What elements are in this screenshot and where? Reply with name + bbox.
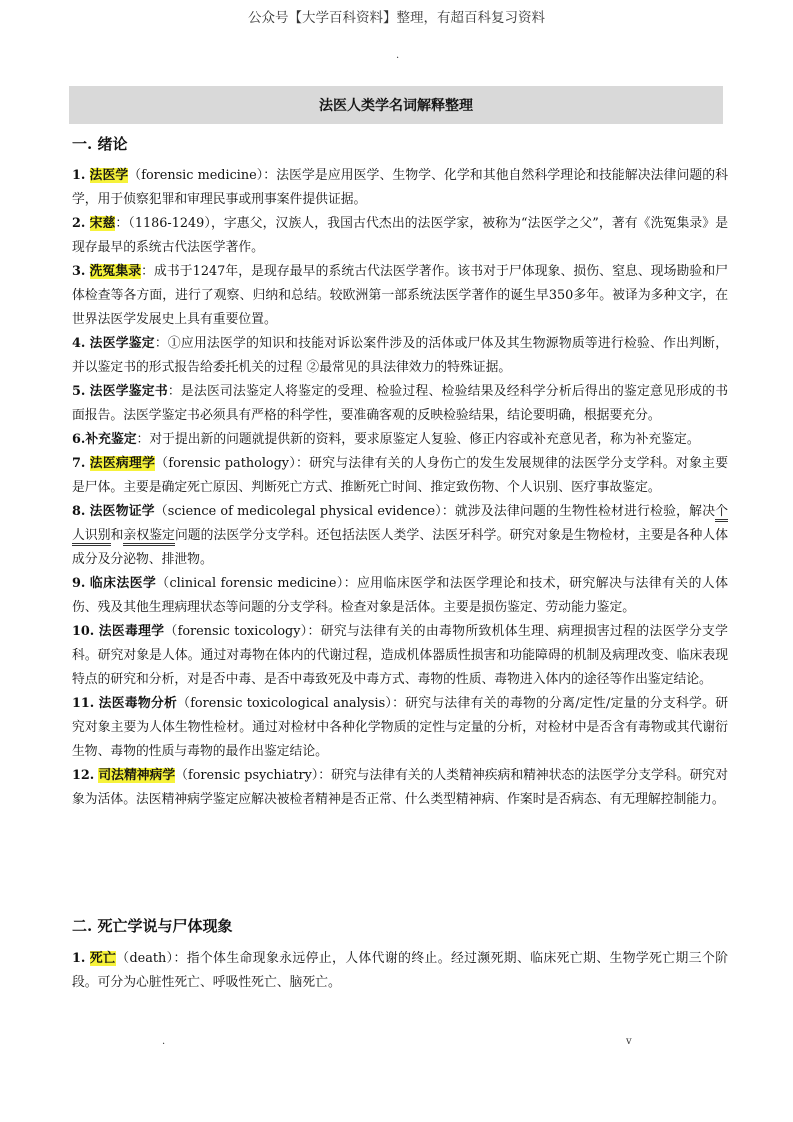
entry-term: 洗冤集录 bbox=[89, 264, 142, 279]
entry-number: 2. bbox=[72, 216, 86, 231]
entry-term: 法医物证学 bbox=[89, 504, 155, 519]
entry-number: 7. bbox=[72, 456, 86, 471]
entry-number: 4. bbox=[72, 336, 86, 351]
term-entry bbox=[72, 452, 728, 500]
entry-number: 10. bbox=[72, 624, 95, 639]
term-entry bbox=[72, 692, 728, 764]
term-entry bbox=[72, 164, 728, 212]
entry-text: （death）：指个体生命现象永远停止，人体代谢的终止。经过濒死期、临床死亡期、生物学死亡期三个阶段。可分为心脏性死亡、呼吸性死亡、脑死亡。 bbox=[72, 951, 728, 990]
entry-text: （forensic toxicological analysis）：研究与法律有关的毒物的分离/定性/定量的分支科学。研究对象主要为人体生物性检材。通过对检材中各种化学物质的定性与定量的分析，对检材中是否含有毒物或其代谢衍生物、毒物的性质与毒物的最作出鉴定结论。 bbox=[72, 696, 729, 759]
entry-number: 8. bbox=[72, 504, 86, 519]
entry-term: 补充鉴定 bbox=[85, 432, 137, 447]
entry-term: 法医毒理学 bbox=[98, 624, 165, 639]
entry-term: 法医病理学 bbox=[89, 456, 156, 471]
entry-text: ：成书于1247年，是现存最早的系统古代法医学著作。该书对于尸体现象、损伤、窒息、现场勘验和尸体检查等各方面，进行了观察、归纳和总结。较欧洲第一部系统法医学著作的诞生早350多年。被译为多种文字，在世界法医学发展史上具有重要位置。 bbox=[72, 264, 729, 327]
term-entry bbox=[72, 572, 728, 620]
section-heading-death: 二. 死亡学说与尸体现象 bbox=[72, 917, 233, 935]
entry-number: 6. bbox=[72, 432, 86, 447]
entry-text: 问题的法医学分支学科。还包括法医人类学、法医牙科学。研究对象是生物检材，主要是各种人体成分及分泌物、排泄物。 bbox=[72, 528, 729, 567]
section-heading-intro: 一. 绪论 bbox=[72, 135, 128, 153]
underlined-term: 个人识别 bbox=[72, 504, 728, 546]
entry-term: 法医学鉴定书 bbox=[89, 384, 168, 399]
term-entry bbox=[72, 380, 728, 428]
entry-number: 11. bbox=[72, 696, 95, 711]
entry-text: （science of medicolegal physical evidence）：就涉及法律问题的生物性检材进行检验，解决 bbox=[154, 504, 716, 519]
page-header: 公众号【大学百科资料】整理，有超百科复习资料 bbox=[248, 10, 545, 26]
entry-number: 12. bbox=[72, 768, 95, 783]
term-entry bbox=[72, 428, 728, 452]
term-entry bbox=[72, 212, 728, 260]
entry-number: 1. bbox=[72, 168, 86, 183]
entry-text: ：（1186-1249），字惠父，汉族人，我国古代杰出的法医学家，被称为“法医学之父”，著有《洗冤集录》是现存最早的系统古代法医学著作。 bbox=[72, 216, 729, 255]
entry-text: 和 bbox=[110, 528, 124, 543]
footer-dot: . bbox=[162, 1036, 166, 1047]
entry-term: 司法精神病学 bbox=[98, 768, 176, 783]
entry-text: （forensic toxicology）：研究与法律有关的由毒物所致机体生理、病理损害过程的法医学分支学科。研究对象是人体。通过对毒物在体内的代谢过程，造成机体器质性损害和功能障碍的机制及病理改变、临床表现特点的研究和分析，对是否中毒、是否中毒致死及中毒方式、毒物的性质、毒物进入体内的途径等作出鉴定结论。 bbox=[72, 624, 728, 687]
entry-number: 9. bbox=[72, 576, 86, 591]
entry-term: 宋慈 bbox=[89, 216, 116, 231]
entry-term: 法医学 bbox=[89, 168, 129, 183]
entry-term: 法医学鉴定 bbox=[89, 336, 155, 351]
entry-number: 1. bbox=[72, 951, 86, 966]
entry-text: （clinical forensic medicine）：应用临床医学和法医学理论和技术，研究解决与法律有关的人体伤、残及其他生理病理状态等问题的分支学科。检查对象是活体。主要是损伤鉴定、劳动能力鉴定。 bbox=[72, 576, 728, 615]
term-entry bbox=[72, 332, 728, 380]
entry-term: 法医毒物分析 bbox=[98, 696, 178, 711]
document-title-bar bbox=[69, 86, 723, 124]
term-entry bbox=[72, 947, 728, 995]
entry-text: （forensic medicine）：法医学是应用医学、生物学、化学和其他自然科学理论和技能解决法律问题的科学，用于侦察犯罪和审理民事或刑事案件提供证据。 bbox=[72, 168, 729, 207]
entry-text: ：对于提出新的问题就提供新的资料，要求原鉴定人复验、修正内容或补充意见者，称为补充鉴定。 bbox=[136, 432, 700, 447]
entry-text: （forensic psychiatry）：研究与法律有关的人类精神疾病和精神状态的法医学分支学科。研究对象为活体。法医精神病学鉴定应解决被检者精神是否正常、什么类型精神病、作案时是否病态、有无理解控制能力。 bbox=[72, 768, 728, 807]
entry-number: 5. bbox=[72, 384, 86, 399]
term-entry bbox=[72, 764, 728, 812]
term-entry bbox=[72, 620, 728, 692]
entry-term: 死亡 bbox=[89, 951, 117, 966]
entry-text: ：①应用法医学的知识和技能对诉讼案件涉及的活体或尸体及其生物源物质等进行检验、作出判断，并以鉴定书的形式报告给委托机关的过程 ②最常见的具法律效力的特殊证据。 bbox=[72, 336, 729, 375]
top-dot: . bbox=[396, 50, 400, 61]
entry-text: ：是法医司法鉴定人将鉴定的受理、检验过程、检验结果及经科学分析后得出的鉴定意见形成的书面报告。法医学鉴定书必须具有严格的科学性，要准确客观的反映检验结果，结论要明确，根据要充分。 bbox=[72, 384, 729, 423]
section-intro-content bbox=[72, 164, 728, 812]
document-title: 法医人类学名词解释整理 bbox=[319, 98, 473, 114]
entry-text: （forensic pathology）：研究与法律有关的人身伤亡的发生发展规律的法医学分支学科。对象主要是尸体。主要是确定死亡原因、判断死亡方式、推断死亡时间、推定致伤物、个人识别、医疗事故鉴定。 bbox=[72, 456, 728, 495]
section-death-content bbox=[72, 947, 728, 995]
entry-number: 3. bbox=[72, 264, 86, 279]
entry-term: 临床法医学 bbox=[89, 576, 157, 591]
term-entry bbox=[72, 500, 728, 572]
term-entry bbox=[72, 260, 728, 332]
underlined-term: 亲权鉴定 bbox=[123, 528, 174, 546]
footer-mark: v bbox=[626, 1036, 632, 1047]
